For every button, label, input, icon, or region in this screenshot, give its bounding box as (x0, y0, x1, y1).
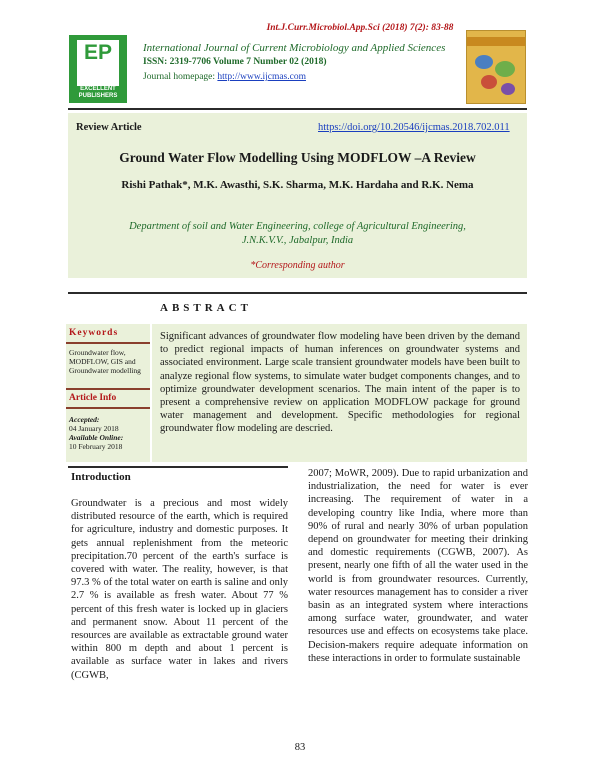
homepage-label: Journal homepage: (143, 72, 218, 82)
affiliation-line: J.N.K.V.V., Jabalpur, India (241, 235, 354, 246)
accepted-label: Accepted: (69, 415, 100, 424)
sidebar-rule (66, 407, 150, 409)
publisher-name: EXCELLENT PUBLISHERS (78, 86, 118, 99)
doi-link[interactable]: https://doi.org/10.20546/ijcmas.2018.702.011 (318, 122, 510, 133)
homepage-link[interactable]: http://www.ijcmas.com (217, 72, 306, 82)
available-online-date: 10 February 2018 (69, 442, 123, 451)
article-title: Ground Water Flow Modelling Using MODFLOW –A Review (119, 150, 476, 165)
abstract-heading: ABSTRACT (160, 302, 252, 314)
author-list: Rishi Pathak*, M.K. Awasthi, S.K. Sharma, M.K. Hardaha and R.K. Nema (121, 179, 474, 191)
cover-title-band (467, 37, 525, 46)
running-head: Int.J.Curr.Microbiol.App.Sci (2018) 7(2): 83-88 (266, 23, 454, 33)
corresponding-author-note: *Corresponding author (250, 260, 345, 271)
publisher-logo-mark: EP (77, 40, 119, 86)
header-divider (68, 108, 527, 110)
issn-line: ISSN: 2319-7706 Volume 7 Number 02 (2018) (143, 57, 327, 67)
page-number: 83 (294, 742, 306, 753)
body-text-right-column: 2007; MoWR, 2009). Due to rapid urbanization and industrialization, the need for water is ever increasing. The requirement of water in a developing country like India, where more than 90% of rural and nearly 30% of urban population depend on groundwater for meeting their drinking and domestic requirements (CGWB, 2007). As present, nearly one fifth of all the water used in the world is from groundwater resources. Currently, water resources management has to consider a river basin as an integrated system where interactions among surface water, groundwater, and water resources use and effects on ecosystems take place. Decision-makers require adequate information on these interactions in order to formulate sustainable (308, 468, 528, 664)
publisher-logo (69, 35, 127, 103)
available-online-label: Available Online: (69, 433, 124, 442)
journal-cover-image (466, 30, 526, 104)
accepted-date: 04 January 2018 (69, 424, 119, 433)
abstract-divider (68, 292, 527, 294)
keywords-list: Groundwater flow, MODFLOW, GIS and Groundwater modelling (69, 348, 141, 375)
journal-homepage (143, 72, 306, 82)
cover-graphic (475, 55, 493, 69)
body-divider (68, 466, 288, 468)
journal-title: International Journal of Current Microbiology and Applied Sciences (143, 42, 446, 54)
cover-graphic (501, 83, 515, 95)
keywords-label: Keywords (69, 328, 119, 338)
cover-graphic (495, 61, 515, 77)
article-type: Review Article (76, 122, 142, 133)
abstract-text: Significant advances of groundwater flow modeling have been driven by the demand to predict regional impacts of human inferences on groundwater systems and associated environment. Large scale transient groundwater models have been built to analyze regional flow systems, to simulate water budget components changes, and to optimize groundwater development scenarios. The main intent of the paper is to present a comprehensive review on application MODFLOW package for ground water management and development. Specific methodologies for regional groundwater flow modeling are descried. (160, 331, 520, 435)
sidebar-rule (66, 388, 150, 390)
sidebar-rule (66, 342, 150, 344)
article-info-sidebar (66, 324, 150, 462)
section-heading-introduction: Introduction (71, 471, 131, 483)
article-info-label: Article Info (69, 393, 117, 403)
affiliation-line: Department of soil and Water Engineering, college of Agricultural Engineering, (129, 221, 466, 232)
article-header-panel (68, 113, 527, 278)
abstract-panel (152, 324, 527, 462)
affiliation (68, 220, 527, 248)
cover-graphic (481, 75, 497, 89)
body-text-left-column: Groundwater is a precious and most widely distributed resource of the earth, which is required for agriculture, industry and domestic purposes. It gets annual replenishment from the meteoric precipitation.70 percent of the earth's surface is covered with water. The reality, however, is that 97.3 % of the total water on earth is saline and only 2.7 % is available as fresh water. About 77 % percent of this fresh water is locked up in glaciers and permanent snow. About 11 percent of the resources are available as extractable ground water within 800 m depth and about 1 percent is available as surface water in lakes and rivers (CGWB, (71, 498, 288, 681)
